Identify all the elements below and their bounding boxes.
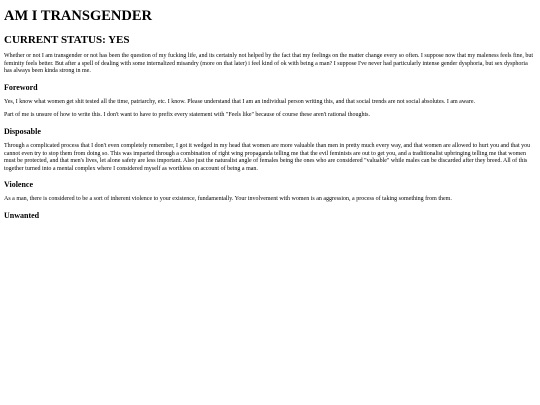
section-heading-disposable: Disposable (4, 126, 41, 136)
status-heading: CURRENT STATUS: YES (4, 34, 130, 46)
foreword-paragraph-1: Yes, I know what women get shit tested all the time, patriarchy, etc. I know. Please understand that I am an individual person writing this, and that social trends are not social absolutes. I am aware. (4, 98, 475, 105)
section-heading-unwanted: Unwanted (4, 210, 40, 220)
intro-paragraph: Whether or not I am transgender or not has been the question of my fucking life, and its certainly not helped by the fact that my feelings on the matter change every so often. I suppose now that my maleness feels fine, but feminity feels better. But after a spell of dealing with some internalized misandry (more on that later) i feel kind of ok with being a man? I suppose I've never had particularly intense gender dysphoria, but sex dysphoria has always been kinda strong in me. (4, 53, 534, 75)
section-heading-violence: Violence (4, 180, 34, 190)
violence-paragraph: As a man, there is considered to be a sort of inherent violence to your existence, fundamentally. Your involvement with women is an aggression, a process of taking something from them. (4, 196, 452, 203)
foreword-paragraph-2: Part of me is unsure of how to write this. I don't want to have to prefix every statement with "Feels like" because of course these aren't rational thoughts. (4, 112, 370, 119)
disposable-paragraph: Through a complicated process that I don't even completely remember, I got it wedged in my head that women are more valuable than men in pretty much every way, and that women are allowed to hurt you and that you cannot even try to stop them from doing so. This was imparted through a combination of right wing propaganda telling me that the evil feminists are out to get you, and a traditionalist upbringing telling me that women must be protected, and that men's lives, let alone safety are less important. Also just the naturalist angle of females being the ones who are considered "valuable" while males can be discarded after they breed. All of this together turned into a mental complex where I considered myself as worthless on account of being a man. (4, 142, 531, 172)
section-heading-foreword: Foreword (4, 82, 38, 92)
page-title: AM I TRANSGENDER (4, 8, 152, 24)
